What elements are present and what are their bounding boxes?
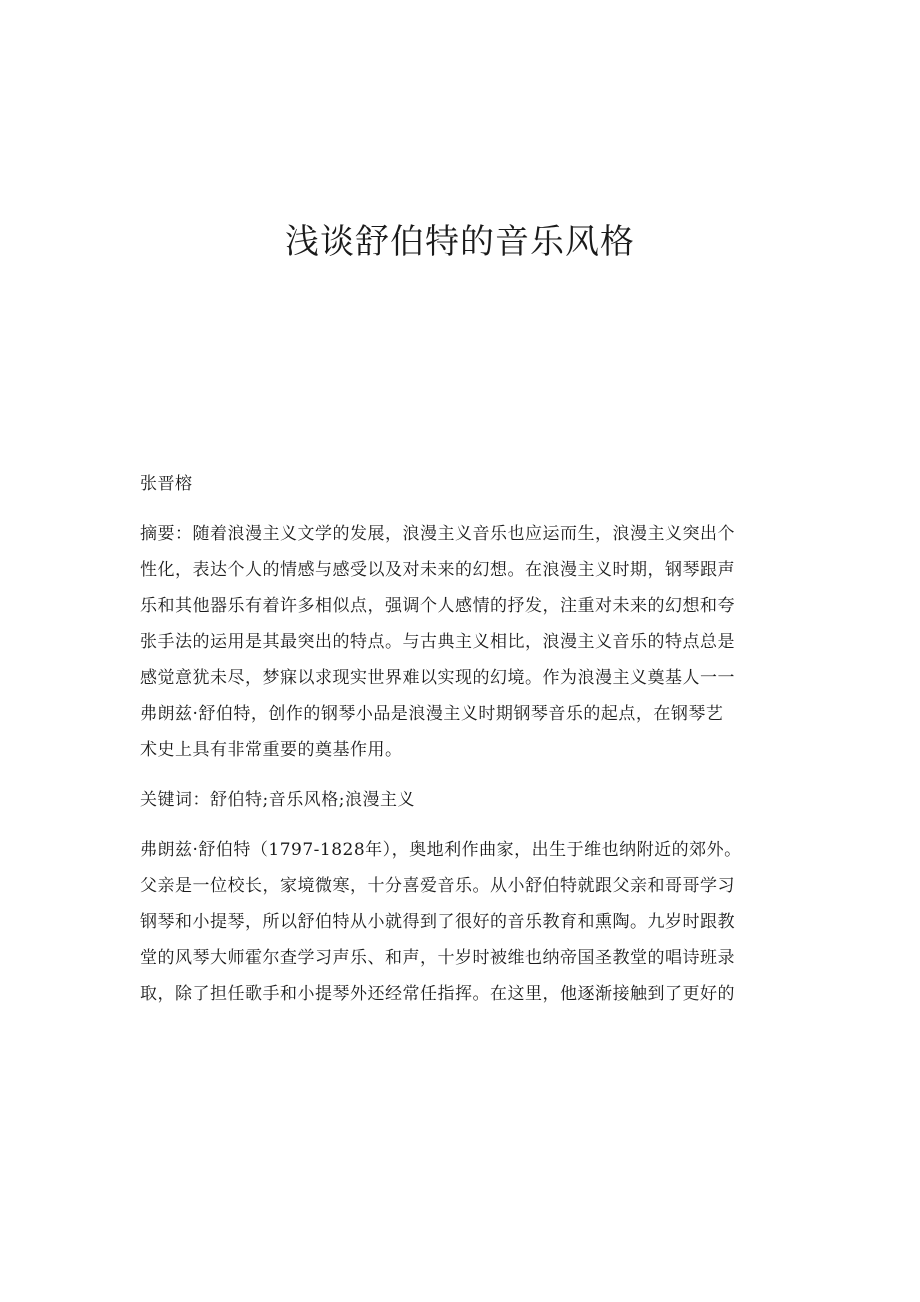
body-line: 取，除了担任歌手和小提琴外还经常任指挥。在这里，他逐渐接触到了更好的 xyxy=(140,984,735,1004)
document-body xyxy=(140,466,780,1012)
spacer xyxy=(140,502,780,516)
abstract-line: 弗朗兹·舒伯特，创作的钢琴小品是浪漫主义时期钢琴音乐的起点，在钢琴艺 xyxy=(140,704,724,724)
body-line: 堂的风琴大师霍尔查学习声乐、和声，十岁时被维也纳帝国圣教堂的唱诗班录 xyxy=(140,948,735,968)
body-line: 弗朗兹·舒伯特（1797-1828年），奥地利作曲家，出生于维也纳附近的郊外。 xyxy=(140,840,742,860)
abstract-line: 乐和其他器乐有着许多相似点，强调个人感情的抒发，注重对未来的幻想和夸 xyxy=(140,596,735,616)
page-title: 浅谈舒伯特的音乐风格 xyxy=(285,222,635,262)
abstract-line: 性化，表达个人的情感与感受以及对未来的幻想。在浪漫主义时期，钢琴跟声 xyxy=(140,560,735,580)
abstract-paragraph xyxy=(140,516,780,768)
abstract-line: 摘要：随着浪漫主义文学的发展，浪漫主义音乐也应运而生，浪漫主义突出个 xyxy=(140,524,735,544)
body-paragraph xyxy=(140,832,780,1012)
abstract-line: 张手法的运用是其最突出的特点。与古典主义相比，浪漫主义音乐的特点总是 xyxy=(140,632,735,652)
spacer xyxy=(140,818,780,832)
abstract-line: 感觉意犹未尽，梦寐以求现实世界难以实现的幻境。作为浪漫主义奠基人一一 xyxy=(140,668,735,688)
body-line: 父亲是一位校长，家境微寒，十分喜爱音乐。从小舒伯特就跟父亲和哥哥学习 xyxy=(140,876,735,896)
keywords: 关键词：舒伯特;音乐风格;浪漫主义 xyxy=(140,790,415,810)
spacer xyxy=(140,768,780,782)
body-line: 钢琴和小提琴，所以舒伯特从小就得到了很好的音乐教育和熏陶。九岁时跟教 xyxy=(140,912,735,932)
abstract-line: 术史上具有非常重要的奠基作用。 xyxy=(140,740,403,760)
author-name: 张晋榕 xyxy=(140,474,193,494)
